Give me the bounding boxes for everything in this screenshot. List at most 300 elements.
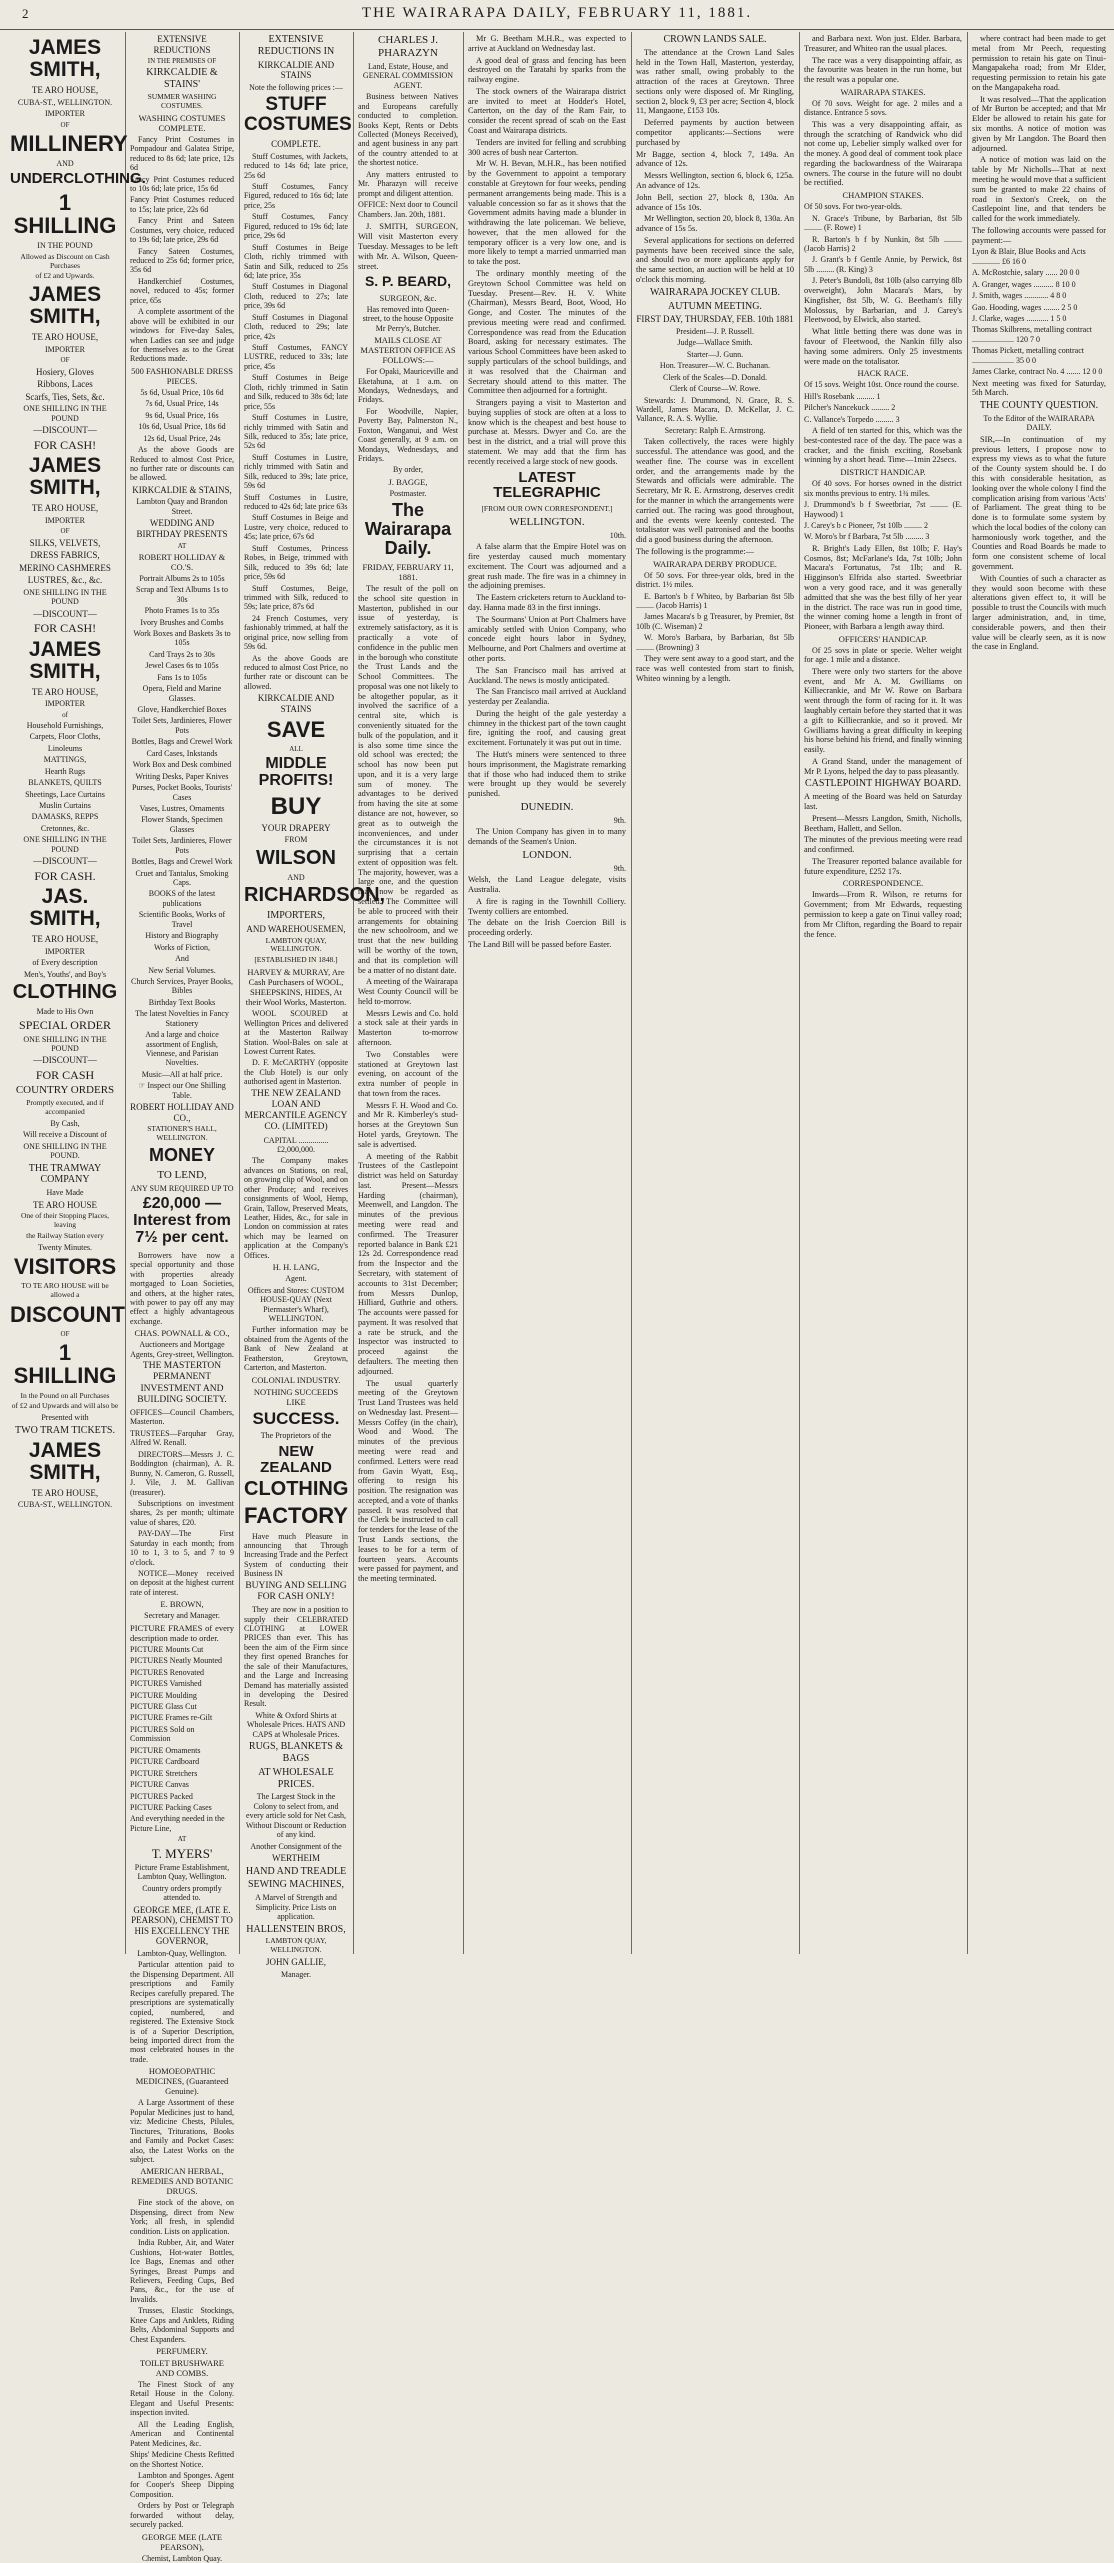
text-line: 7s 6d, Usual Price, 14s — [145, 399, 219, 409]
text-line: C. Vallance's Torpedo ......... 3 — [804, 414, 900, 424]
column-race-results-highway-board — [800, 32, 966, 1954]
headline: MONEY — [148, 1145, 215, 1166]
text-line: Mr Bagge, section 4, block 7, 149a. An advance of 12s. — [636, 149, 794, 169]
text-line: Scientific Books, Works of Travel — [138, 910, 226, 929]
text-line: THE COUNTY QUESTION. — [979, 400, 1099, 412]
text-line: BLANKETS, QUILTS — [28, 778, 102, 788]
paragraph: Has removed into Queen-street, to the house Opposite Mr Perry's, Butcher. — [362, 304, 454, 333]
column-advertisements-2 — [126, 32, 238, 2563]
paragraph: The stock owners of the Wairarapa district are invited to meet at Hodder's Hotel, Carterton, on the day of the Ram Fair, to consider the recent spread of scab on the East Coast and Wairarapa districts. — [468, 86, 626, 136]
text-line: Toilet Sets, Jardinieres, Flower Pots — [132, 836, 232, 855]
text-line: W. Moro's br f Barbara, 7st 5lb ......... 3 — [804, 532, 930, 542]
paragraph: The Treasurer reported balance available for future expenditure, £252 17s. — [804, 856, 962, 876]
text-line: PICTURES Renovated — [130, 1667, 204, 1677]
paragraph: The ordinary monthly meeting of the Greytown School Committee was held on Tuesday. Present—Rev. H. V. White (Chairman), Messrs Beard, Boot, Wood, Ho Gonge, and Coster. The minutes of the previous meeting were read and confirmed. Correspondence was read from the Education Board, asking for necessary estimates. The various School Committees have been asked to supply particulars of the school buildings, and it was resolved that the Chairman and Secretary should attend to this matter. The Committee then adjourned for a fortnight. — [468, 268, 626, 396]
text-line: By Cash, — [50, 1118, 80, 1128]
text-line: Bottles, Bags and Crewel Work — [131, 857, 233, 867]
text-line: CUBA-ST., WELLINGTON. — [17, 97, 113, 107]
text-line: PICTURES Varnished — [130, 1679, 202, 1689]
paragraph: With Counties of such a character as they would soon become with these alterations given effect to, it will be possible to trust the Councils with much larger administration, and, in time, considerable powers, and then their value will be clearly seen, as it is now the case in England. — [972, 573, 1106, 652]
paragraph: E. Barton's b f Whiteo, by Barbarian 8st 5lb ......... (Jacob Harris) 1 — [636, 591, 794, 611]
text-line: —DISCOUNT— — [33, 608, 97, 619]
newspaper-title: THE WAIRARAPA DAILY, FEBRUARY 11, 1881. — [361, 5, 753, 21]
text-line: TE ARO HOUSE, — [31, 85, 99, 96]
paragraph: A notice of motion was laid on the table by Mr Nicholls—That at next meeting he would move that a sufficient sum be granted to make 22 chains of road in Sexton's Creek, on the Castlepoint line, and that tenders be called for the work immediately. — [972, 155, 1106, 224]
text-line: Work Boxes and Baskets 3s to 105s — [133, 628, 231, 648]
text-line: A meeting of the Board was held on Saturday last. — [804, 792, 962, 811]
headline: S. P. BEARD, — [364, 273, 452, 290]
text-line: Picture Frame Establishment, Lambton Quay, Wellington. — [134, 1862, 230, 1882]
text-line: 5s 6d, Usual Price, 10s 6d — [140, 387, 224, 397]
text-line: ONE SHILLING IN THE POUND — [23, 587, 107, 607]
text-line: Note the following prices :— — [249, 82, 343, 92]
paragraph: Mr W. H. Bevan, M.H.R., has been notified by the Government to appoint a temporary constable at Greytown for four weeks, pending permanent arrangements being made. This is a valuable concession so far as it shows that the Government admits having made a blunder in withdrawing the late policeman. We believe, however, that the men allowed for the temporary officer is a very low one, and is more likely to tempt a married unmarried man to take the post. — [468, 159, 626, 267]
text-line: A. McRostchie, salary ...... 20 0 0 — [972, 268, 1080, 278]
text-line: SEWING MACHINES, — [247, 1879, 345, 1891]
paragraph: NOTICE—Money received on deposit at the highest current rate of interest. — [130, 1569, 234, 1597]
paragraph: and Barbara next. Won just. Elder. Barbara, Treasurer, and Whiteo ran the usual places. — [804, 34, 962, 53]
text-line: PICTURE Packing Cases — [130, 1802, 212, 1812]
paragraph: They are now in a position to supply their CELEBRATED CLOTHING at LOWER PRICES than ever. This has been the aim of the Firm since they first opened Branches for the sale of their Manufactures, and the Large and Increasing Demand has materially assisted in developing the Desired Result. — [244, 1605, 348, 1709]
text-line: And everything needed in the Picture Line, — [130, 1814, 225, 1833]
paragraph: A false alarm that the Empire Hotel was on fire yesterday caused much momentary excitement. The Court was adjourned and a great rush made. The fire was in a chimney in the adjoining premises. — [468, 542, 626, 591]
paragraph: The attendance at the Crown Land Sales held in the Town Hall, Masterton, yesterday, was rather small, owing probably to the attraction of the races at Greytown. Three sections only were disposed of. Mr Ringling, section 2, block 9, £3 per acre; Section 4, block 11, Mangaone, £153 10s. — [636, 47, 794, 116]
paragraph: Deferred payments by auction between competitor applicants:—Sections were purchased by — [636, 118, 794, 147]
headline: CLOTHING — [12, 981, 118, 1004]
text-line: SURGEON, &c. — [379, 292, 437, 303]
paragraph: A complete assortment of the above will be exhibited in our windows for Five-day Sales, when Ladies can see and judge for themselves as to the Great Reductions made. — [130, 307, 234, 364]
paragraph: The Hutt's miners were sentenced to three hours imprisonment, the Magistrate remarking that if those who had induced them to strike were brought up they would be severely punished. — [468, 749, 626, 799]
paragraph: The usual quarterly meeting of the Greytown Trust Land Trustees was held on Wednesday last. Present—Messrs Coffey (in the chair), Wood and Wood. The minutes of the previous meeting were read and confirmed. Letters were read from Gavin Wyatt, Esq., offering to resign his position. The resignation was accepted, and a vote of thanks passed. It was resolved that the Clerk be instructed to call for tenders for the lease of the Trust Lands sections, the leases to be for a term of fourteen years. Accounts were passed for payment, and the meeting terminated. — [358, 1378, 458, 1584]
text-line: COLONIAL INDUSTRY. — [251, 1374, 341, 1385]
text-line: Portrait Albums 2s to 105s — [139, 573, 225, 583]
paragraph: Handkerchief Costumes, novel, reduced to 45s; former price, 65s — [130, 276, 234, 305]
text-line: By order, — [393, 465, 423, 475]
paragraph: R. Bright's Lady Ellen, 8st 10lb; F. Hay's Cosmos, 8st; McFarlane's Ida, 7st 10lb; John Macara's Fortunatus, 7st 1lb; and R. Higginson's Elfrida also started. Sweetbriar won a very good race, and it was generally admitted that she was the best filly of her year in the district. The race was run in good time, the winner coming home a length in front of Pioneer, with Barbara a length away third. — [804, 543, 962, 632]
paragraph: W. Moro's Barbara, by Barbarian, 8st 5lb ......... (Browning) 3 — [636, 633, 794, 652]
paragraph: The Finest Stock of any Retail House in the Colony. Elegant and Useful Presents: inspection invited. — [130, 2380, 234, 2418]
text-line: NOTHING SUCCEEDS LIKE — [253, 1386, 339, 1407]
paragraph: And a large and choice assortment of English, Viennese, and Parisian Novelties. — [145, 1030, 219, 1068]
paragraph: Messrs Wellington, section 6, block 6, 125a. An advance of 12s. — [636, 171, 794, 190]
text-line: TE ARO HOUSE, — [31, 332, 99, 343]
text-line: COUNTRY ORDERS — [15, 1084, 115, 1097]
text-line: J. Smith, wages ............ 4 8 0 — [972, 291, 1067, 301]
paragraph: For Opaki, Mauriceville and Eketahuna, at 1 a.m. on Mondays, Wednesdays, and Fridays. — [358, 367, 458, 405]
text-line: DAMASKS, REPPS — [31, 812, 99, 822]
paragraph: The Eastern cricketers return to Auckland to-day. Hanna made 83 in the first innings. — [468, 593, 626, 613]
text-line: Muslin Curtains — [39, 801, 91, 811]
text-line: AND — [56, 158, 74, 168]
text-line: E. BROWN, — [160, 1599, 204, 1610]
text-line: Land, Estate, House, and GENERAL COMMISSION AGENT. — [362, 61, 454, 90]
headline: RICHARDSON, — [244, 884, 386, 907]
paragraph: There were only two starters for the above event, and Mr A. M. Gwilliams on Killiecrankie, and Mr W. Rowe on Barbara went through the form of racing for it. It was laughably certain before they started that it was a gift to Killiecrankie, and so it proved. Mr Gwilliams having a great difficulty in keeping his horse behind his friend, and finally winning easily. — [804, 666, 962, 755]
text-line: PERFUMERY. — [156, 2346, 208, 2356]
paragraph: Offices and Stores: CUSTOM HOUSE-QUAY (Next Piermaster's Wharf), WELLINGTON. — [247, 1285, 345, 1323]
text-line: Postmaster. — [389, 488, 427, 498]
paragraph: A fire is raging in the Townhill Colliery. Twenty colliers are entombed. — [468, 896, 626, 916]
text-line: Judge—Wallace Smith. — [677, 338, 753, 348]
text-line: IN THE PREMISES OF — [147, 57, 217, 66]
text-line: Secretary and Manager. — [144, 1611, 220, 1621]
text-line: PICTURE Canvas — [130, 1780, 189, 1790]
text-line: Men's, Youths', and Boy's — [23, 969, 107, 979]
paragraph: Of 25 sovs in plate or specie. Welter weight for age. 1 mile and a distance. — [804, 645, 962, 665]
text-line: Household Furnishings, — [26, 720, 104, 730]
text-line: the Railway Station every — [26, 1230, 104, 1240]
text-line: WAIRARAPA JOCKEY CLUB. — [649, 286, 781, 298]
paragraph: DIRECTORS—Messrs J. C. Boddington (chairman), A. R. Bunny, N. Cameron, G. Russell, J. Vile, J. M. Gallivan (treasurer). — [130, 1449, 234, 1497]
paragraph: Stuff Costumes in Diagonal Cloth, reduced to 29s; late price, 42s — [244, 312, 348, 341]
paragraph: Tenders are invited for felling and scrubbing 300 acres of bush near Carterton. — [468, 137, 626, 157]
text-line: The minutes of the previous meeting were read and confirmed. — [804, 835, 962, 855]
text-line: John Bell, section 27, block 8, 130a. An advance of 15s 10s. — [636, 192, 794, 212]
text-line: 9th. — [613, 863, 626, 873]
text-line: SUMMER WASHING COSTUMES. — [147, 92, 217, 110]
text-line: Cretonnes, &c. — [40, 823, 90, 833]
text-line: DRESS FABRICS, — [30, 550, 100, 561]
masthead — [0, 0, 1114, 30]
text-line: Church Services, Prayer Books, Bibles — [131, 976, 233, 996]
paragraph: Present—Messrs Langdon, Smith, Nicholls, Beetham, Hallett, and Sellon. — [804, 813, 962, 833]
headline: The Wairarapa Daily. — [364, 500, 452, 559]
text-line: President—J. P. Russell. — [675, 326, 754, 336]
text-line: Flower Stands, Specimen Glasses — [141, 815, 223, 834]
text-line: RUGS, BLANKETS & BAGS — [248, 1741, 344, 1765]
paragraph: A Marvel of Strength and Simplicity. Price Lists on application. — [255, 1893, 337, 1922]
text-line: Twenty Minutes. — [37, 1242, 93, 1252]
text-line: Opera, Field and Marine Glasses. — [142, 684, 222, 703]
paragraph: Stuff Costumes in Beige Cloth, richly trimmed with Satin and Silk, reduced to 25s 6d; late price, 35s — [244, 242, 348, 280]
paragraph: Thomas Skilbrens, metalling contract ..................... 120 7 0 — [972, 325, 1092, 344]
text-line: OFFICERS' HANDICAP. — [838, 633, 928, 644]
text-line: Works of Fiction, — [153, 942, 211, 952]
text-line: [ESTABLISHED IN 1848.] — [254, 955, 338, 965]
text-line: TE ARO HOUSE, — [31, 503, 99, 514]
text-line: CASTLEPOINT HIGHWAY BOARD. — [804, 778, 962, 790]
text-line: CAPITAL ............... £2,000,000. — [263, 1135, 329, 1154]
text-line: ☞ Inspect our One Shilling Table. — [138, 1081, 226, 1100]
headline: VISITORS — [13, 1254, 117, 1280]
paragraph: Stuff Costumes, with Jackets, reduced to 14s 6d; late price, 25s 6d — [244, 151, 348, 180]
text-line: Of 50 sovs. For two-year-olds. — [804, 202, 903, 212]
paragraph: The Union Company has given in to many demands of the Seamen's Union. — [468, 827, 626, 847]
column-advertisements-3 — [240, 32, 386, 1979]
text-line: 9th. — [613, 815, 626, 825]
text-line: PICTURE Glass Cut — [130, 1702, 197, 1712]
text-line: Of 15 sovs. Weight 10st. Once round the course. — [804, 380, 959, 390]
text-line: TE ARO HOUSE — [32, 1199, 97, 1210]
text-line: Scrap and Text Albums 1s to 30s — [136, 585, 228, 604]
text-line: AUTUMN MEETING. — [668, 300, 762, 312]
text-line: CHAMPION STAKES. — [842, 190, 924, 201]
text-line: To the Editor of the WAIRARAPA DAILY. — [983, 414, 1095, 433]
text-line: CUBA-ST., WELLINGTON. — [17, 1500, 113, 1510]
text-line: HACK RACE. — [857, 368, 909, 379]
text-line: THE TRAMWAY COMPANY — [28, 1162, 102, 1186]
paragraph: Several applications for sections on deferred payments have been received since the sale, and should two or more applicants apply for the same section, an auction will be held at 10 o'clock this morning. — [636, 235, 794, 284]
text-line: YOUR DRAPERY — [261, 822, 331, 833]
text-line: LAMBTON QUAY, WELLINGTON. — [265, 1936, 327, 1955]
text-line: Scarfs, Ties, Sets, &c. — [25, 391, 105, 402]
text-line: WAIRARAPA DERBY PRODUCE. — [653, 558, 777, 569]
text-line: KIRKCALDIE & STAINS, — [132, 484, 232, 495]
headline: JAMES SMITH, — [28, 637, 102, 683]
text-line: 12s 6d, Usual Price, 24s — [143, 433, 221, 443]
paragraph: J. Peter's Bundoli, 8st 10lb (also carrying 8lb overweight), John Macara's Mars, by Kingfisher, 8st 5lb, W. G. Beetham's filly Molossus, by Barbarian, and J. Carey's Fleetwood, by Elwick, also started. — [804, 276, 962, 325]
paragraph: For Woodville, Napier, Poverty Bay, Palmerston N., Foxton, Wanganui, and West Coast generally, at 9 a.m. on Mondays, Wednesdays, and Fridays. — [358, 406, 458, 464]
paragraph: Stuff Costumes, Princess Robes, in Beige, trimmed with Silk, reduced to 39s 6d; late price, 59s 6d — [244, 543, 348, 582]
text-line: ONE SHILLING IN THE POUND. — [23, 1141, 107, 1161]
text-line: H. H. LANG, — [272, 1262, 320, 1273]
paragraph: Thomas Pickett, metalling contract ..................... 35 0 0 — [972, 346, 1084, 365]
paragraph: The Company makes advances on Stations, on real, on growing clip of Wool, and on other Produce; and receives consignments of Wool, Hemp, Grain, Tallow, Preserved Meats, Leather, Hides, &c., for sale in London on commission at rates which may be learned on application at the Company's Offices. — [244, 1156, 348, 1260]
text-line: PICTURE Frames re-Gilt — [130, 1713, 213, 1723]
text-line: Linoleums — [47, 743, 83, 753]
column-accounts-county-question — [968, 32, 1110, 1954]
text-line: GEORGE MEE (LATE PEARSON), — [141, 2531, 223, 2552]
text-line: FIRST DAY, THURSDAY, FEB. 10th 1881 — [636, 314, 794, 325]
text-line: Stuff Costumes in Lustre, reduced to 42s 6d; late price 63s — [244, 492, 348, 512]
text-line: 10s 6d, Usual Price, 18s 6d — [138, 422, 226, 432]
text-line: CHAS. POWNALL & CO., — [134, 1328, 230, 1339]
text-line: TE ARO HOUSE, — [31, 686, 99, 697]
text-line: Hon. Treasurer—W. C. Buchanan. — [659, 361, 771, 371]
text-line: ANY SUM REQUIRED UP TO — [130, 1184, 234, 1193]
headline: NEW ZEALAND — [260, 1442, 332, 1476]
headline: FACTORY — [244, 1503, 348, 1529]
text-line: KIRKCALDIE & STAINS' — [146, 67, 218, 91]
text-line: HALLENSTEIN BROS, — [246, 1923, 346, 1935]
text-line: Lambton Quay and Brandon Street. — [136, 497, 228, 516]
text-line: Starter—J. Gunn. — [686, 349, 744, 359]
text-line: History and Biography — [145, 931, 219, 941]
text-line: Fancy Print Costumes reduced to 10s 6d; late price, 15s 6d — [130, 174, 234, 193]
text-line: STATIONER'S HALL, WELLINGTON. — [147, 1124, 217, 1143]
text-line: FOR CASH! — [33, 621, 97, 636]
text-line: TO LEND, — [157, 1169, 207, 1182]
paragraph: As the above Goods are Reduced to almost Cost Price, no further rate or discounts can be allowed. — [130, 445, 234, 483]
text-line: SILKS, VELVETS, — [29, 537, 101, 548]
text-line: ONE SHILLING IN THE POUND — [23, 835, 107, 854]
paragraph: Of 70 sovs. Weight for age. 2 miles and a distance. Entrance 5 sovs. — [804, 98, 962, 118]
paragraph: Stuff Costumes, FANCY LUSTRE, reduced to 33s; late price, 45s — [244, 343, 348, 371]
text-line: TWO TRAM TICKETS. — [15, 1424, 115, 1436]
text-line: TRUSTEES—Farquhar Gray, Alfred W. Renall. — [130, 1428, 234, 1448]
paragraph: Stuff Costumes, Fancy Figured, reduced to 16s 6d; late price, 25s — [244, 182, 348, 210]
text-line: PICTURE Mounts Cut — [130, 1644, 204, 1654]
text-line: Presented with — [41, 1413, 89, 1423]
text-line: One of their Stopping Places, leaving — [20, 1211, 110, 1230]
paragraph: A good deal of grass and fencing has been destroyed on the Taratahi by sparks from the railway engine. — [468, 55, 626, 85]
text-line: OF — [60, 356, 70, 365]
paragraph: Stuff Costumes in Lustre, richly trimmed with Satin and Silk, reduced to 39s; late price, 59s 6d — [244, 452, 348, 491]
text-line: Toilet Sets, Jardinieres, Flower Pots — [132, 716, 232, 735]
headline: UNDERCLOTHING. — [10, 170, 146, 188]
text-line: Sheetings, Lace Curtains — [25, 789, 105, 799]
text-line: TE ARO HOUSE, — [31, 1487, 99, 1498]
text-line: Hill's Rosebank ......... 1 — [804, 391, 881, 401]
headline: JAMES SMITH, — [28, 1438, 102, 1484]
text-line: DISTRICT HANDICAP. — [840, 467, 926, 478]
text-line: Ribbons, Laces — [37, 379, 93, 390]
text-line: BOOKS of the latest publications — [148, 889, 216, 908]
column-notices-and-editorial — [354, 32, 462, 1954]
paragraph: Of 50 sovs. For three-year olds, bred in the district. 1½ miles. — [636, 570, 794, 590]
text-line: Ivory Brushes and Combs — [140, 617, 224, 627]
text-line: Jewel Cases 6s to 105s — [145, 661, 219, 671]
paragraph: Stuff Costumes, Fancy Figured, reduced to 19s 6d; late price, 29s 6d — [244, 212, 348, 241]
text-line: EXTENSIVE REDUCTIONS IN — [257, 34, 335, 57]
text-line: FOR CASH — [35, 1068, 95, 1083]
text-line: OF — [60, 527, 70, 536]
headline: BUY — [270, 792, 322, 820]
text-line: ONE SHILLING IN THE POUND — [23, 1034, 107, 1054]
text-line: MATTINGS, — [43, 755, 87, 765]
text-line: CORRESPONDENCE. — [842, 878, 924, 889]
headline: MIDDLE PROFITS! — [258, 754, 334, 789]
text-line: DUNEDIN. — [520, 800, 574, 813]
text-line: —DISCOUNT— — [33, 1055, 97, 1066]
text-line: 10th. — [609, 530, 626, 540]
text-line: WAIRARAPA STAKES. — [840, 86, 926, 97]
text-line: Agent. — [285, 1274, 307, 1284]
paragraph: R. Barton's b f by Nunkin, 8st 5lb ......... (Jacob Harris) 2 — [804, 234, 962, 254]
page-number: 2 — [22, 6, 29, 21]
text-line: Hearth Rugs — [44, 766, 86, 776]
text-line: Card Cases, Inkstands — [146, 748, 218, 758]
text-line: Made to His Own — [36, 1007, 94, 1017]
paragraph: White & Oxford Shirts at Wholesale Prices. HATS AND CAPS at Wholesale Prices. — [246, 1710, 346, 1739]
text-line: COMPLETE. — [271, 139, 321, 150]
text-line: 9s 6d, Usual Price, 16s — [145, 410, 219, 420]
text-line: BUYING AND SELLING FOR CASH ONLY! — [245, 1580, 347, 1602]
paragraph: J. Grant's b f Gentle Annie, by Perwick, 8st 5lb ......... (R. King) 3 — [804, 255, 962, 274]
text-line: KIRKCALDIE AND STAINS — [257, 59, 335, 81]
text-line: Lyon & Blair, Blue Books and Acts .............. £6 16 0 — [972, 247, 1086, 266]
text-line: MERINO CASHMERES — [19, 562, 111, 573]
text-line: SPECIAL ORDER — [19, 1018, 111, 1033]
text-line: Gao. Hooding, wages ........ 2 5 0 — [972, 302, 1078, 312]
text-line: Birthday Text Books — [148, 997, 216, 1007]
text-line: IMPORTER — [45, 109, 85, 119]
headline: JAMES SMITH, — [28, 283, 102, 329]
text-line: IMPORTER — [45, 699, 85, 709]
text-line: CHARLES J. PHARAZYN — [378, 34, 438, 59]
text-line: Chemist, Lambton Quay. — [141, 2553, 223, 2563]
text-line: PICTURE Moulding — [130, 1690, 197, 1700]
text-line: Work Box and Desk combined — [132, 760, 232, 770]
headline: DISCOUNT — [10, 1302, 125, 1328]
paragraph: The race was a very disappointing affair, as the favourite was beaten in the run home, but the result was a popular one. — [804, 55, 962, 85]
paragraph: Fine stock of the above, on Dispensing, direct from New York; all fresh, in splendid condition. Lists on application. — [130, 2198, 234, 2236]
paragraph: SIR,—In continuation of my previous letters, I propose now to express my views as to what the future of the County system should be. I do this with considerable hesitation, as looking over the whole colony I find the complication arising from various 'Acts' of Parliament. The great thing to be done is to formulate some system by which the local bodies of the colony can harmoniously work together, and the Counties and Road Boards be made to form one consistent scheme of local government. — [972, 434, 1106, 572]
text-line: OF — [60, 1330, 70, 1339]
text-line: WASHING COSTUMES COMPLETE. — [138, 112, 226, 133]
paragraph: Mr Wellington, section 20, block 8, 130a. An advance of 15s 5s. — [636, 214, 794, 234]
paragraph: It was resolved—That the application of Mr Burton be accepted; and that Mr Elder be allowed to retain his gate for six months. A notice of motion was given by Mr Langdon. The Board then adjourned. — [972, 94, 1106, 153]
paragraph: GEORGE MEE, (LATE E. PEARSON), CHEMIST TO HIS EXCELLENCY THE GOVERNOR, — [131, 1904, 233, 1947]
text-line: THE MASTERTON PERMANENT INVESTMENT AND BUILDING SOCIETY. — [137, 1361, 227, 1405]
text-line: Card Trays 2s to 30s — [149, 649, 215, 659]
paragraph: Particular attention paid to the Dispensing Department. All prescriptions and Family Recipes carefully prepared. The prescriptions are systematically copied, numbered, and registered. The Extensive Stock is of a Superior Description, being imported direct from the most celebrated houses in the trade. — [130, 1960, 234, 2064]
text-line: James Clarke, contract No. 4 ....... 12 0 0 — [972, 367, 1103, 377]
text-line: ONE SHILLING IN THE POUND — [23, 404, 107, 423]
text-line: WELLINGTON. — [509, 515, 585, 528]
headline: SAVE — [266, 716, 326, 742]
paragraph: PAY-DAY—The First Saturday in each month; from 10 to 1, 3 to 5, and 7 to 9 o'clock. — [130, 1529, 234, 1567]
headline: STUFF COSTUMES — [244, 94, 352, 136]
text-line: IMPORTER — [45, 946, 85, 956]
paragraph: N. Grace's Tribune, by Barbarian, 8st 5lb ......... (F. Rowe) 1 — [804, 213, 962, 233]
text-line: A. Granger, wages .......... 8 10 0 — [972, 279, 1076, 289]
paragraph: HARVEY & MURRAY, Are Cash Purchasers of WOOL, SHEEPSKINS, HIDES, At their Wool Works, Masterton. — [245, 967, 347, 1008]
text-line: WERTHEIM — [272, 1853, 320, 1864]
paragraph: Messrs Lewis and Co. hold a stock sale at their yards in Masterton to-morrow afternoon. — [358, 1008, 458, 1047]
text-line: Pilcher's Nancekuck ......... 2 — [804, 403, 896, 413]
paragraph: where contract had been made to get metal from Mr Peech, requesting permission to retain his gate on Tinui-Mangapakeha road; from Mr Elder, requesting permission to retain his gate on the Mangapakeha road. — [972, 34, 1106, 92]
text-line: Secretary: Ralph E. Armstrong. — [664, 425, 766, 435]
paragraph: Orders by Post or Telegraph forwarded without delay, securely packed. — [130, 2501, 234, 2530]
text-line: TE ARO HOUSE, — [31, 934, 99, 945]
text-line: Country orders promptly attended to. — [142, 1883, 222, 1903]
paragraph: Stuff Costumes in Lustre, richly trimmed with Satin and Silk, reduced to 35s; late price, 52s 6d — [244, 413, 348, 451]
text-line: T. MYERS' — [151, 1845, 213, 1861]
text-line: Welsh, the Land League delegate, visits Australia. — [468, 875, 626, 895]
paragraph: All the Leading English, American and Continental Patent Medicines, &c. — [130, 2419, 234, 2448]
text-line: J. Carey's b c Pioneer, 7st 10lb ......... 2 — [804, 521, 928, 531]
paragraph: Fancy Print and Sateen Costumes, very choice, reduced to 19s 6d; late price, 29s 6d — [130, 216, 234, 245]
paragraph: Of 40 sovs. For horses owned in the district six months previous to entry. 1¾ miles. — [804, 479, 962, 498]
text-line: of £2 and Upwards. — [35, 271, 95, 281]
paragraph: Trusses, Elastic Stockings, Knee Caps and Anklets, Riding Belts, Abdominal Supports and Chest Expanders. — [130, 2306, 234, 2344]
text-line: FOR CASH! — [33, 437, 97, 452]
paragraph: Stewards: J. Drummond, N. Grace, R. S. Wardell, James Macara, D. McKellar, J. C. Vallance, R. A. S. Wyllie. — [636, 395, 794, 424]
paragraph: Business between Natives and Europeans carefully conducted to completion. Books Kept, Rents or Debts Collected (Moneys Received), and agent business in any part of the country attended to at the shortest notice. — [358, 92, 458, 168]
headline: £20,000 — Interest from 7½ per cent. — [133, 1195, 231, 1247]
text-line: The following is the programme:— — [636, 546, 754, 556]
text-line: The Land Bill will be passed before Easter. — [468, 939, 612, 949]
paragraph: A field of ten started for this, which was the best-contested race of the day. The pace was a cracker, and the finish exciting, Rosebank winning by a short head. Time—1min 22secs. — [804, 426, 962, 465]
text-line: IMPORTER — [45, 515, 85, 525]
text-line: Music—All at half price. — [141, 1069, 223, 1079]
paragraph: The Sourmans' Union at Port Chalmers have amicably settled with Union Company, who concede eight hours labor in Sydney, Melbourne, and Port Chalmers and overtime at other ports. — [468, 614, 626, 663]
text-line: PICTURE Cardboard — [130, 1757, 200, 1767]
paragraph: Inwards—From R. Wilson, re returns for Government; from Mr Edwards, requesting permission to keep a gate on Tinui valley road; from Mr Clifton, regarding the Board to repair the fence. — [804, 890, 962, 939]
text-line: And — [175, 954, 189, 964]
paragraph: Stuff Costumes in Diagonal Cloth, reduced to 27s; late price, 39s 6d — [244, 282, 348, 311]
paragraph: 24 French Costumes, very fashionably trimmed, at half the original price, now selling from 59s 6d. — [244, 613, 348, 652]
text-line: TOILET BRUSHWARE AND COMBS. — [140, 2358, 224, 2379]
text-line: ALL — [289, 744, 303, 753]
text-line: LUSTRES, &c., &c. — [27, 575, 103, 586]
text-line: Promptly executed, and if accompanied — [26, 1098, 104, 1117]
column-crown-lands-races — [632, 32, 798, 1954]
paragraph: A meeting of the Rabbit Trustees of the Castlepoint district was held on Saturday last. Present—Messrs Harding (chairman), Meenwell, and Langdon. The minutes of the previous meeting were read and confirmed. The Treasurer reported balance in Bank £21 12s 2d. Correspondence read from the Inspector and the Secretary, with statement of accounts to 31st December; from Messrs Dunlop, Hilliard, Guthrie and others. The accounts were passed for payment. It was resolved that a rate be struck, and the Inspector was instructed to proceed against the defaulters. The meeting then adjourned. — [358, 1151, 458, 1376]
paragraph: As the above Goods are reduced to almost Cost Price, no further rate or discount can be allowed. — [244, 653, 348, 691]
paragraph: India Rubber, Air, and Water Cushions, Hot-water Bottles, Ice Bags, Enemas and other Syringes, Breast Pumps and Relievers, Feeding Cups, Bed Pans, &c., for the use of Invalids. — [130, 2238, 234, 2304]
text-line: AND WAREHOUSEMEN, — [246, 923, 346, 934]
column-local-news-telegraphic — [464, 32, 630, 1954]
paragraph: Have much Pleasure in announcing that Through Increasing Trade and the Perfect System of conducting their Business IN — [244, 1531, 348, 1579]
text-line: Clerk of the Scales—D. Donald. — [663, 372, 767, 382]
paragraph: The San Francisco mail has arrived at Auckland. The news is mostly anticipated. — [468, 665, 626, 685]
text-line: Another Consignment of the — [250, 1841, 342, 1851]
paragraph: A meeting of the Wairarapa West County Council will be held to-morrow. — [358, 977, 458, 1006]
text-line: ROBERT HOLLIDAY AND CO., — [130, 1102, 234, 1123]
text-line: Manager. — [281, 1969, 311, 1979]
